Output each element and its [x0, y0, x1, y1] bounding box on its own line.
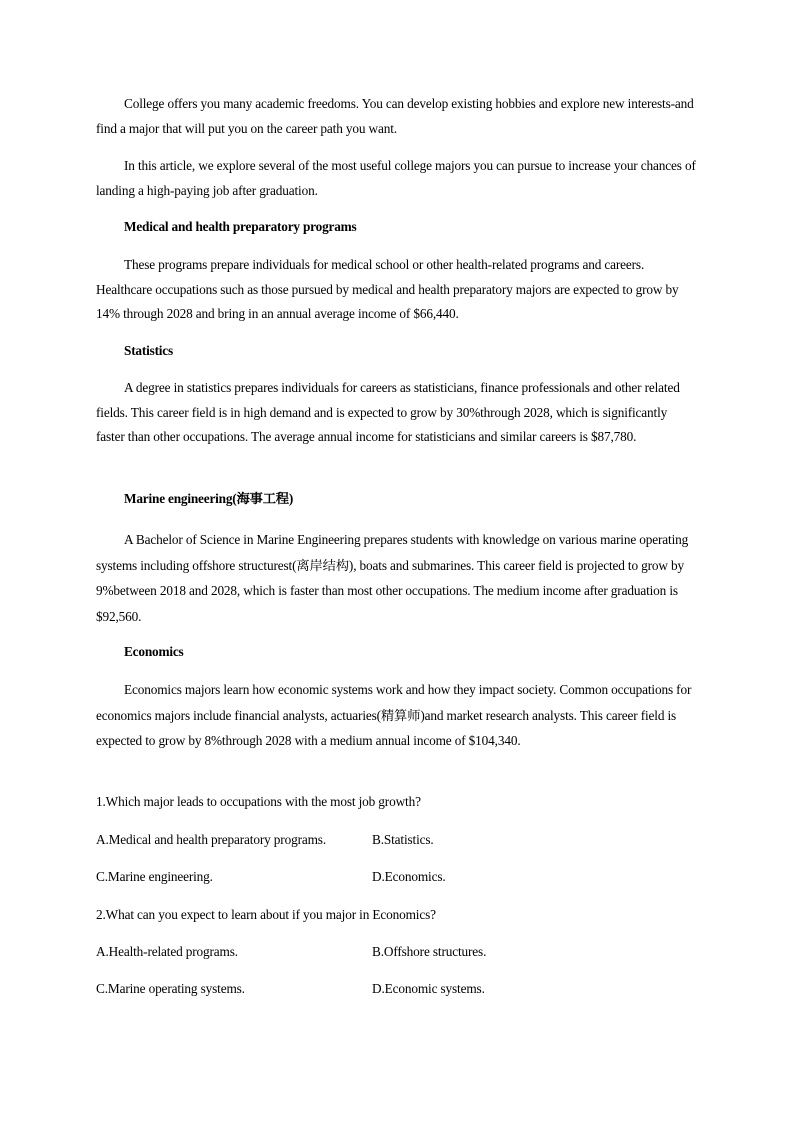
question-1-option-b: B.Statistics. — [372, 832, 434, 847]
question-1-option-c: C.Marine engineering. — [96, 869, 213, 884]
section-heading-medical: Medical and health preparatory programs — [124, 219, 357, 234]
question-2-stem: 2.What can you expect to learn about if you major in Economics? — [96, 907, 436, 922]
question-2-option-c: C.Marine operating systems. — [96, 981, 245, 996]
intro-paragraph-1: College offers you many academic freedoms. You can develop existing hobbies and explore new interests-and find a major that will put you on the career path you want. — [96, 96, 694, 136]
section-body-economics: Economics majors learn how economic systems work and how they impact society. Common occupations for economics majors include financial analysts, actuaries(精算师)and market research analysts. This career field is expected to grow by 8%through 2028 with a medium annual income of $104,340. — [96, 682, 692, 748]
question-2-option-b: B.Offshore structures. — [372, 944, 487, 959]
intro-paragraph-2: In this article, we explore several of the most useful college majors you can pursue to increase your chances of landing a high-paying job after graduation. — [96, 158, 696, 198]
section-heading-economics: Economics — [124, 644, 184, 659]
section-heading-statistics: Statistics — [124, 343, 173, 358]
section-heading-marine: Marine engineering(海事工程) — [124, 491, 294, 506]
question-2-option-a: A.Health-related programs. — [96, 944, 238, 959]
section-body-marine: A Bachelor of Science in Marine Engineering prepares students with knowledge on various marine operating systems including offshore structurest(离岸结构), boats and submarines. This career field is projected to grow by 9%between 2018 and 2028, which is faster than most other occupations. The medium income after graduation is $92,560. — [96, 532, 689, 624]
question-1-stem: 1.Which major leads to occupations with the most job growth? — [96, 794, 421, 809]
question-1-option-a: A.Medical and health preparatory programs. — [96, 832, 326, 847]
section-body-medical: These programs prepare individuals for medical school or other health-related programs and careers. Healthcare occupations such as those pursued by medical and health preparatory majors are expected to grow by 14% through 2028 and bring in an annual average income of $66,440. — [96, 257, 679, 321]
section-body-statistics: A degree in statistics prepares individuals for careers as statisticians, finance professionals and other related fields. This career field is in high demand and is expected to grow by 30%through 2028, which is significantly faster than other occupations. The average annual income for statisticians and similar careers is $87,780. — [96, 380, 680, 444]
question-1-option-d: D.Economics. — [372, 869, 446, 884]
question-2-option-d: D.Economic systems. — [372, 981, 485, 996]
